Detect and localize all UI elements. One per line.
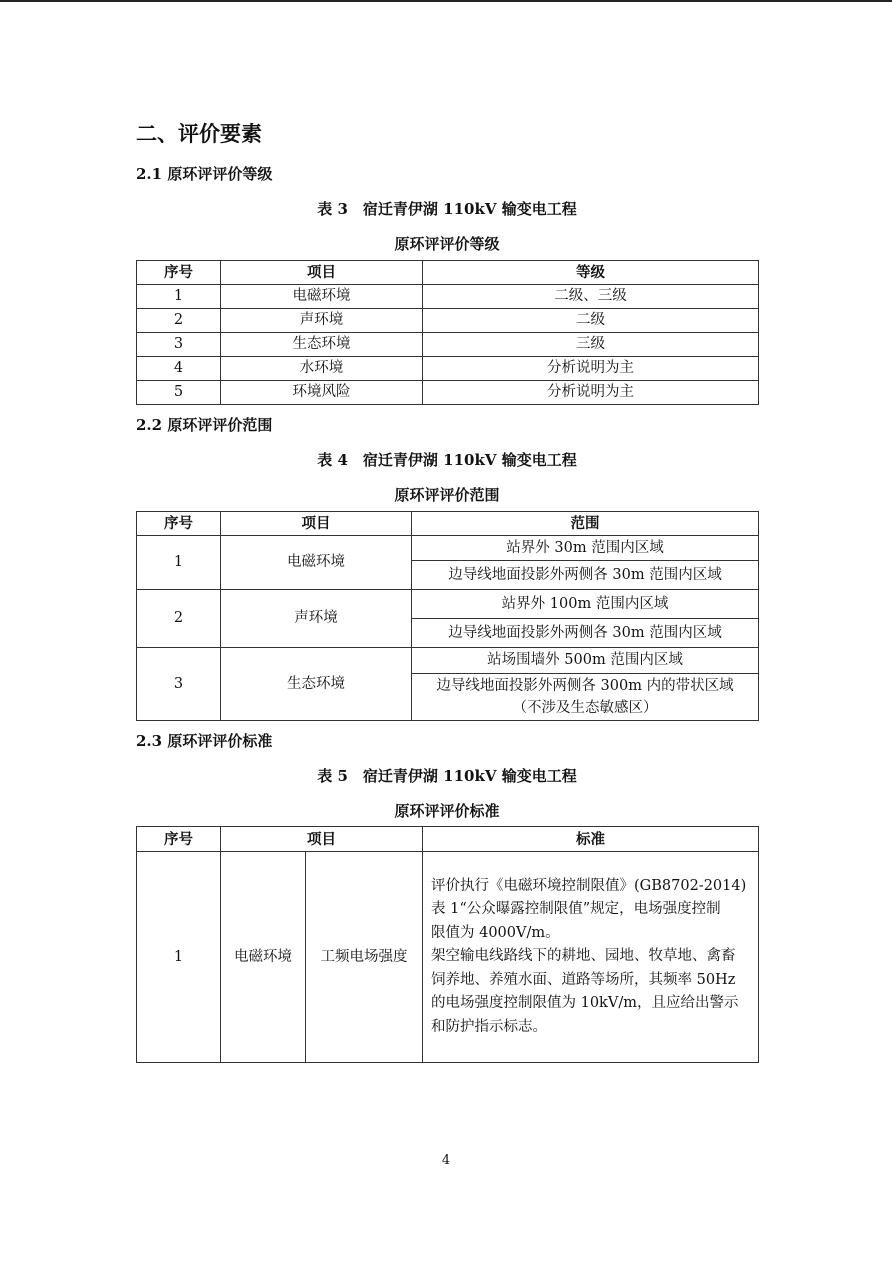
table5-standard <box>136 826 759 1063</box>
standard-line: 架空输电线路线下的耕地、园地、牧草地、禽畜 <box>431 948 736 965</box>
table-header: 项目 <box>221 827 423 852</box>
table-cell: 分析说明为主 <box>423 357 759 381</box>
subsection-title-2-3: 2.3 原环评评价标准 <box>136 732 273 750</box>
standard-line: 饲养地、养殖水面、道路等场所，其频率 50Hz <box>431 971 736 988</box>
table-cell: 二级 <box>423 309 759 333</box>
table-row <box>137 285 759 309</box>
table-row <box>137 590 759 619</box>
table-row <box>137 333 759 357</box>
table-cell: 3 <box>137 648 221 721</box>
section-heading: 二、评价要素 <box>136 121 262 146</box>
table4-subcaption: 原环评评价范围 <box>394 486 500 504</box>
table-row <box>137 536 759 561</box>
range-text: 边导线地面投影外两侧各 300m 内的带状区域 <box>436 678 734 694</box>
table-cell: 3 <box>137 333 221 357</box>
table-cell <box>412 674 759 721</box>
page-number: 4 <box>441 1153 451 1168</box>
standard-line: 和防护指示标志。 <box>431 1018 547 1035</box>
table5-subcaption: 原环评评价标准 <box>394 802 500 820</box>
table-row <box>137 852 759 1063</box>
subsection-title-2-2: 2.2 原环评评价范围 <box>136 416 273 434</box>
standard-line: 评价执行《电磁环境控制限值》(GB8702-2014) <box>431 877 747 894</box>
table4-caption: 表 4 宿迁青伊湖 110kV 输变电工程 <box>317 451 577 469</box>
table-cell: 生态环境 <box>221 333 423 357</box>
table-cell: 2 <box>137 590 221 648</box>
table4-scope <box>136 511 759 721</box>
table-header: 标准 <box>423 827 759 852</box>
table-cell: 电磁环境 <box>221 285 423 309</box>
table-row <box>137 309 759 333</box>
table-header: 序号 <box>137 827 221 852</box>
subsection-title-2-1: 2.1 原环评评价等级 <box>136 165 273 183</box>
table-cell: 2 <box>137 309 221 333</box>
table-cell: 环境风险 <box>221 381 423 405</box>
table3-subcaption: 原环评评价等级 <box>394 235 500 253</box>
table-cell: 边导线地面投影外两侧各 30m 范围内区域 <box>412 561 759 590</box>
table-cell: 分析说明为主 <box>423 381 759 405</box>
table5-caption: 表 5 宿迁青伊湖 110kV 输变电工程 <box>317 767 577 785</box>
table-header: 等级 <box>423 261 759 285</box>
table-header: 序号 <box>137 512 221 536</box>
table3-caption: 表 3 宿迁青伊湖 110kV 输变电工程 <box>317 200 577 218</box>
table-cell: 边导线地面投影外两侧各 30m 范围内区域 <box>412 619 759 648</box>
standard-line: 的电场强度控制限值为 10kV/m，且应给出警示 <box>431 995 739 1012</box>
range-note: （不涉及生态敏感区） <box>512 700 658 716</box>
table-cell: 站界外 100m 范围内区域 <box>412 590 759 619</box>
table-cell: 声环境 <box>221 590 412 648</box>
table-cell: 水环境 <box>221 357 423 381</box>
table-cell: 电磁环境 <box>221 852 306 1063</box>
table-row <box>137 648 759 674</box>
standard-line: 限值为 4000V/m。 <box>431 924 560 941</box>
table-cell: 站界外 30m 范围内区域 <box>412 536 759 561</box>
standard-text-cell <box>423 852 759 1063</box>
table-cell: 声环境 <box>221 309 423 333</box>
table-cell: 4 <box>137 357 221 381</box>
table-cell: 1 <box>137 285 221 309</box>
table-cell: 生态环境 <box>221 648 412 721</box>
table-row <box>137 357 759 381</box>
table-header: 项目 <box>221 261 423 285</box>
table-cell: 二级、三级 <box>423 285 759 309</box>
table-header: 项目 <box>221 512 412 536</box>
table3-grading <box>136 260 759 405</box>
table-cell: 5 <box>137 381 221 405</box>
table-row <box>137 381 759 405</box>
table-cell: 工频电场强度 <box>306 852 423 1063</box>
table-cell: 站场围墙外 500m 范围内区域 <box>412 648 759 674</box>
top-border-line <box>0 0 892 2</box>
table-cell: 1 <box>137 536 221 590</box>
table-cell: 三级 <box>423 333 759 357</box>
table-cell: 电磁环境 <box>221 536 412 590</box>
table-cell: 1 <box>137 852 221 1063</box>
table-header: 范围 <box>412 512 759 536</box>
table-header: 序号 <box>137 261 221 285</box>
standard-line: 表 1“公众曝露控制限值”规定，电场强度控制 <box>431 901 721 918</box>
